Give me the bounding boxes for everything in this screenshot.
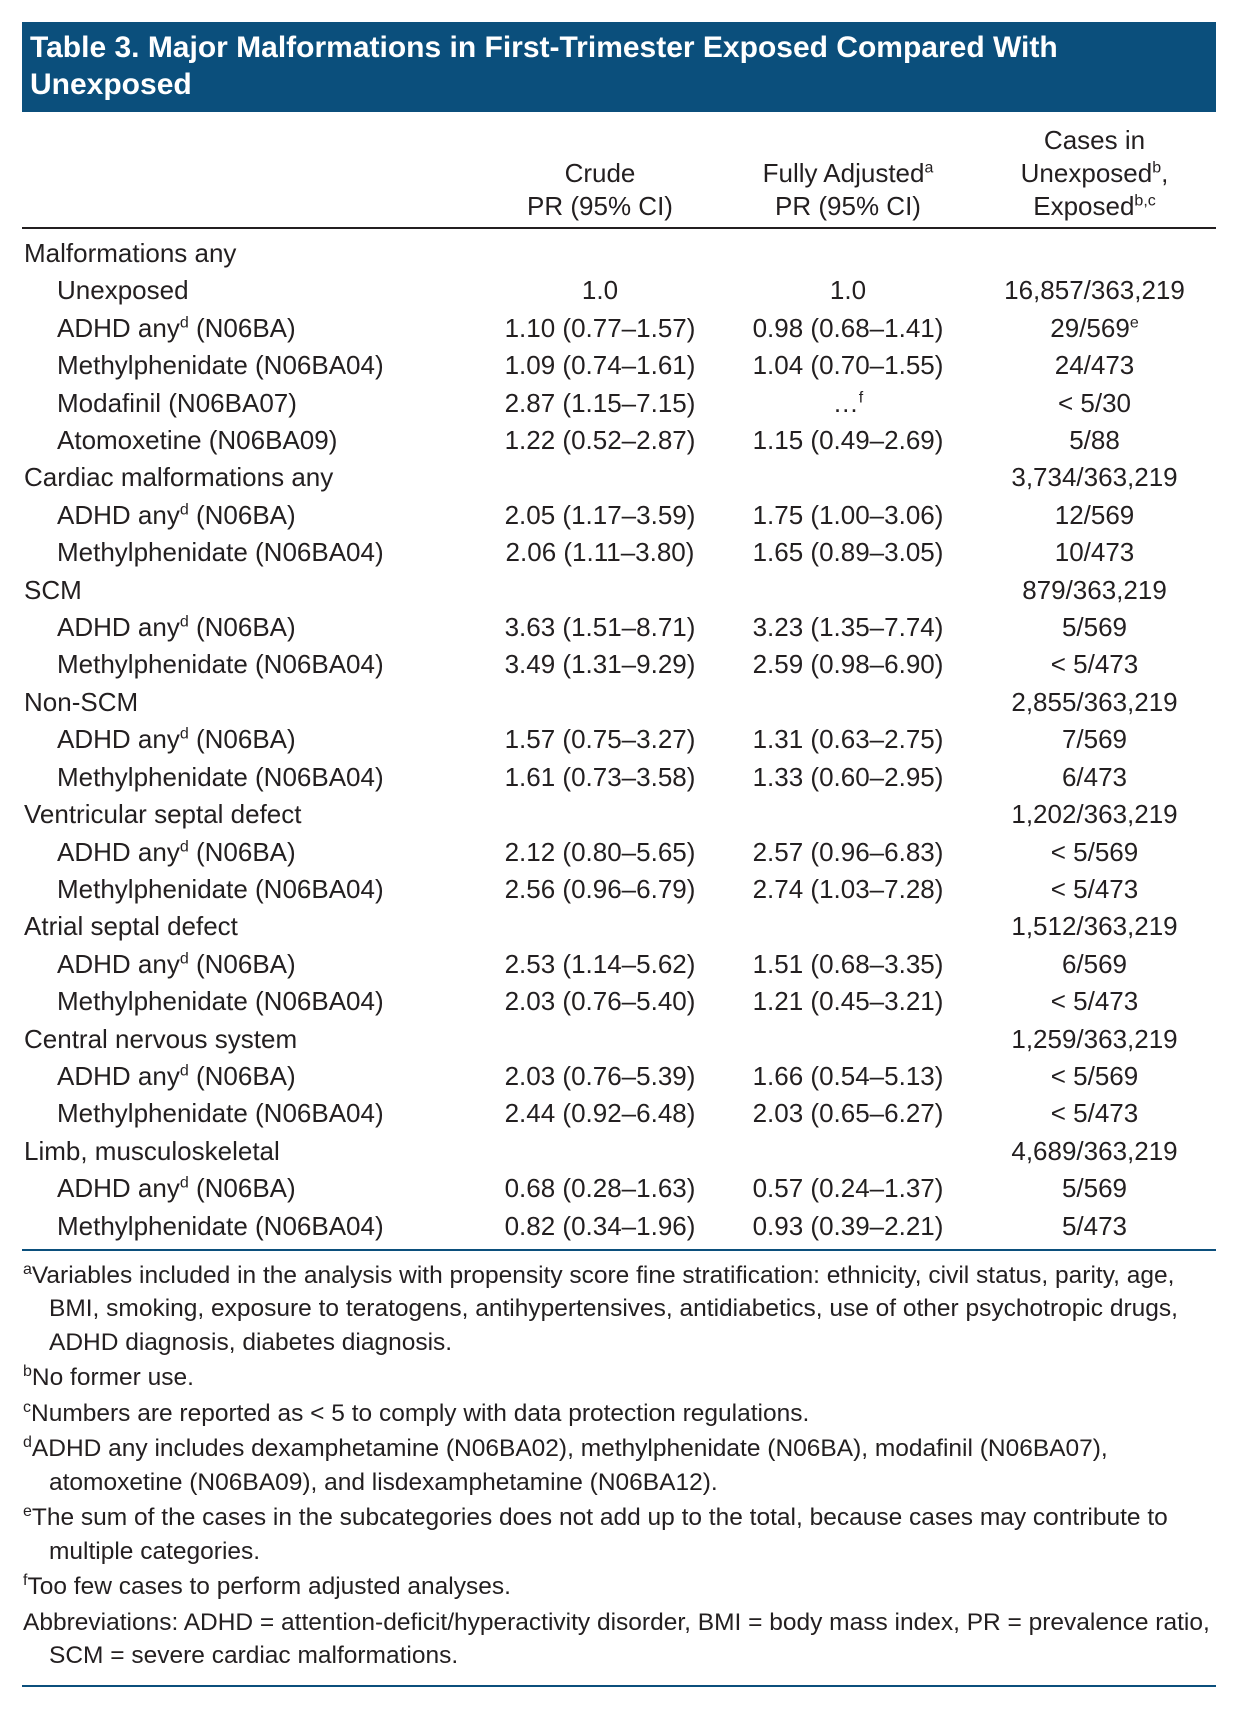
adjusted-pr-cell	[723, 871, 973, 908]
row-label-text: Methylphenidate (N06BA04)	[57, 761, 384, 792]
cases-cell	[973, 347, 1216, 384]
adjusted-pr-cell	[723, 422, 973, 459]
cases-cell	[973, 983, 1216, 1020]
cases-cell	[973, 534, 1216, 571]
table-row	[22, 871, 1216, 908]
crude-pr-cell	[477, 310, 723, 347]
cases-cell	[973, 572, 1216, 609]
table-row	[22, 310, 1216, 347]
adjusted-pr-cell	[723, 1058, 973, 1095]
row-label-text: ADHD any	[57, 1173, 180, 1204]
adjusted-pr-value: 2.59 (0.98–6.90)	[752, 649, 944, 680]
adjusted-pr-cell	[723, 1170, 973, 1207]
row-label-sup: d	[179, 950, 189, 968]
table-row	[22, 347, 1216, 384]
row-label	[22, 609, 477, 646]
header-empty-cell	[22, 124, 477, 228]
row-label	[22, 1133, 477, 1170]
cases-sup: e	[1129, 314, 1139, 332]
crude-pr-cell	[477, 834, 723, 871]
cases-value: 10/473	[1054, 537, 1135, 568]
crude-pr-cell	[477, 459, 723, 496]
crude-pr-value: 1.09 (0.74–1.61)	[504, 350, 696, 381]
row-label	[22, 759, 477, 796]
crude-pr-cell	[477, 1058, 723, 1095]
category-row	[22, 908, 1216, 945]
row-label	[22, 572, 477, 609]
crude-pr-value: 2.56 (0.96–6.79)	[504, 873, 696, 904]
header-cases	[973, 124, 1216, 228]
adjusted-pr-cell	[723, 1133, 973, 1170]
footnote-mark: e	[23, 1503, 32, 1521]
cases-value: 879/363,219	[1022, 574, 1167, 605]
adjusted-pr-cell	[723, 796, 973, 833]
header-fully-adjusted	[723, 124, 973, 228]
row-label-text: Atomoxetine (N06BA09)	[57, 425, 338, 456]
header-crude	[477, 124, 723, 228]
adjusted-pr-cell	[723, 572, 973, 609]
row-label	[22, 385, 477, 422]
row-label-text: ADHD any	[57, 724, 180, 755]
table-row	[22, 272, 1216, 309]
category-row	[22, 1133, 1216, 1170]
row-label-tail: (N06BA)	[188, 948, 296, 979]
row-label	[22, 534, 477, 571]
header-crude-line-2: PR (95% CI)	[527, 191, 673, 221]
cases-value: 2,855/363,219	[1011, 686, 1178, 717]
adjusted-pr-value: 1.0	[829, 275, 867, 306]
adjusted-pr-cell	[723, 347, 973, 384]
crude-pr-cell	[477, 908, 723, 945]
crude-pr-cell	[477, 422, 723, 459]
header-cases-line-2-sup: b	[1152, 159, 1162, 177]
cases-cell	[973, 1208, 1216, 1250]
adjusted-pr-cell	[723, 983, 973, 1020]
adjusted-pr-cell	[723, 721, 973, 758]
crude-pr-cell	[477, 1170, 723, 1207]
cases-value: 5/473	[1061, 1210, 1128, 1241]
row-label-text: ADHD any	[57, 836, 180, 867]
adjusted-pr-cell	[723, 497, 973, 534]
footnote-mark: c	[23, 1398, 31, 1416]
crude-pr-value: 1.10 (0.77–1.57)	[504, 312, 696, 343]
crude-pr-value: 2.87 (1.15–7.15)	[504, 387, 696, 418]
row-label	[22, 871, 477, 908]
table-row	[22, 946, 1216, 983]
table-row	[22, 646, 1216, 683]
cases-cell	[973, 310, 1216, 347]
table-body	[22, 228, 1216, 1250]
crude-pr-value: 3.63 (1.51–8.71)	[504, 612, 696, 643]
adjusted-pr-cell	[723, 834, 973, 871]
adjusted-pr-value: 1.15 (0.49–2.69)	[752, 425, 944, 456]
row-label-tail: (N06BA)	[188, 1060, 296, 1091]
crude-pr-value: 2.53 (1.14–5.62)	[504, 948, 696, 979]
row-label	[22, 422, 477, 459]
row-label	[22, 459, 477, 496]
row-label-tail: (N06BA)	[188, 1173, 296, 1204]
cases-cell	[973, 721, 1216, 758]
adjusted-pr-cell	[723, 946, 973, 983]
footnote-text: ADHD any includes dexamphetamine (N06BA02), methylphenidate (N06BA), modafinil (N06BA07), atomoxetine (N06BA09), and lisdexamphetamine (N06BA12).	[31, 1435, 1108, 1496]
crude-pr-value: 2.06 (1.11–3.80)	[505, 537, 695, 568]
crude-pr-cell	[477, 871, 723, 908]
adjusted-pr-value: 0.57 (0.24–1.37)	[752, 1173, 944, 1204]
crude-pr-cell	[477, 385, 723, 422]
cases-value: < 5/569	[1050, 1060, 1139, 1091]
row-label	[22, 721, 477, 758]
footnote-mark: f	[23, 1572, 28, 1590]
adjusted-pr-value: 2.57 (0.96–6.83)	[752, 836, 944, 867]
row-label	[22, 228, 477, 272]
crude-pr-value: 0.68 (0.28–1.63)	[504, 1173, 696, 1204]
adjusted-pr-value: 1.65 (0.89–3.05)	[752, 537, 944, 568]
cases-cell	[973, 1170, 1216, 1207]
table-title	[22, 22, 1216, 112]
cases-cell	[973, 1058, 1216, 1095]
row-label-sup: d	[179, 837, 189, 855]
footnote-mark: d	[23, 1434, 32, 1452]
footnote-text: Too few cases to perform adjusted analyses.	[27, 1573, 511, 1601]
table-row	[22, 759, 1216, 796]
table-row	[22, 983, 1216, 1020]
cases-cell	[973, 1021, 1216, 1058]
row-label-sup: d	[179, 1062, 189, 1080]
row-label-text: Modafinil (N06BA07)	[57, 387, 297, 418]
cases-cell	[973, 228, 1216, 272]
row-label-text: Non-SCM	[24, 686, 139, 717]
row-label-sup: d	[179, 613, 189, 631]
crude-pr-cell	[477, 1208, 723, 1250]
table-title-line-2: Unexposed	[30, 68, 192, 101]
table-row	[22, 1095, 1216, 1132]
row-label-text: ADHD any	[57, 948, 180, 979]
cases-value: 12/569	[1054, 499, 1135, 530]
adjusted-pr-cell	[723, 759, 973, 796]
cases-cell	[973, 759, 1216, 796]
cases-value: 1,512/363,219	[1011, 911, 1178, 942]
cases-cell	[973, 796, 1216, 833]
table-row	[22, 1208, 1216, 1250]
crude-pr-value: 1.57 (0.75–3.27)	[504, 724, 696, 755]
cases-value: 29/569	[1050, 312, 1130, 343]
row-label-text: Cardiac malformations any	[24, 462, 334, 493]
category-row	[22, 459, 1216, 496]
adjusted-pr-value: 1.66 (0.54–5.13)	[752, 1060, 944, 1091]
cases-value: 1,202/363,219	[1011, 799, 1178, 830]
crude-pr-value: 2.44 (0.92–6.48)	[504, 1098, 696, 1129]
row-label	[22, 1095, 477, 1132]
cases-value: 4,689/363,219	[1011, 1135, 1178, 1166]
adjusted-pr-cell	[723, 609, 973, 646]
adjusted-pr-cell	[723, 385, 973, 422]
footnote	[22, 1259, 1216, 1360]
adjusted-pr-cell	[723, 684, 973, 721]
adjusted-pr-cell	[723, 310, 973, 347]
adjusted-pr-cell	[723, 1208, 973, 1250]
header-adjusted-line-1: Fully Adjusted	[762, 158, 925, 188]
cases-value: < 5/473	[1050, 873, 1139, 904]
crude-pr-cell	[477, 228, 723, 272]
row-label	[22, 646, 477, 683]
crude-pr-cell	[477, 272, 723, 309]
cases-value: 16,857/363,219	[1004, 275, 1185, 306]
cases-cell	[973, 1133, 1216, 1170]
footnote	[22, 1432, 1216, 1499]
cases-value: 5/569	[1061, 612, 1128, 643]
header-adjusted-line-2: PR (95% CI)	[775, 191, 921, 221]
adjusted-pr-value: 1.21 (0.45–3.21)	[752, 986, 944, 1017]
row-label-text: Atrial septal defect	[24, 911, 238, 942]
table-row	[22, 534, 1216, 571]
crude-pr-cell	[477, 946, 723, 983]
footnote	[22, 1397, 1216, 1431]
row-label-text: Methylphenidate (N06BA04)	[57, 1098, 384, 1129]
adjusted-pr-cell	[723, 272, 973, 309]
header-crude-line-1: Crude	[564, 158, 636, 188]
adjusted-pr-value: 3.23 (1.35–7.74)	[752, 612, 944, 643]
row-label-text: SCM	[24, 574, 82, 605]
table-container	[22, 22, 1216, 1687]
row-label-tail: (N06BA)	[188, 499, 296, 530]
row-label-text: ADHD any	[57, 612, 180, 643]
category-row	[22, 1021, 1216, 1058]
cases-cell	[973, 385, 1216, 422]
table-title-line-1: Table 3. Major Malformations in First-Trimester Exposed Compared With	[30, 31, 1058, 64]
footnote-text: No former use.	[31, 1364, 194, 1392]
row-label	[22, 1208, 477, 1250]
category-row	[22, 228, 1216, 272]
header-cases-line-1: Cases in	[1043, 125, 1146, 155]
row-label-text: Methylphenidate (N06BA04)	[57, 873, 384, 904]
cases-cell	[973, 272, 1216, 309]
adjusted-pr-value: 0.98 (0.68–1.41)	[752, 312, 944, 343]
cases-value: < 5/473	[1050, 1098, 1139, 1129]
row-label	[22, 310, 477, 347]
footnote-text: Numbers are reported as < 5 to comply with data protection regulations.	[31, 1399, 810, 1427]
crude-pr-cell	[477, 1133, 723, 1170]
header-cases-line-2: Unexposed	[1020, 158, 1153, 188]
crude-pr-cell	[477, 1095, 723, 1132]
table-row	[22, 385, 1216, 422]
crude-pr-cell	[477, 347, 723, 384]
cases-cell	[973, 1095, 1216, 1132]
row-label	[22, 1170, 477, 1207]
crude-pr-cell	[477, 759, 723, 796]
crude-pr-cell	[477, 497, 723, 534]
crude-pr-cell	[477, 1021, 723, 1058]
header-cases-line-3-sup: b,c	[1134, 192, 1156, 210]
crude-pr-value: 0.82 (0.34–1.96)	[504, 1210, 696, 1241]
row-label	[22, 272, 477, 309]
crude-pr-value: 2.03 (0.76–5.40)	[504, 986, 696, 1017]
row-label-text: ADHD any	[57, 312, 180, 343]
footnote-mark: a	[23, 1260, 32, 1278]
cases-value: 6/569	[1061, 948, 1128, 979]
category-row	[22, 684, 1216, 721]
table-row	[22, 422, 1216, 459]
row-label-tail: (N06BA)	[188, 836, 296, 867]
crude-pr-cell	[477, 721, 723, 758]
malformations-table	[22, 124, 1216, 1251]
cases-cell	[973, 908, 1216, 945]
adjusted-pr-cell	[723, 228, 973, 272]
adjusted-pr-cell	[723, 1095, 973, 1132]
row-label-text: Methylphenidate (N06BA04)	[57, 350, 384, 381]
cases-cell	[973, 459, 1216, 496]
cases-cell	[973, 871, 1216, 908]
cases-value: < 5/473	[1050, 649, 1139, 680]
cases-value: 5/88	[1069, 425, 1120, 456]
footnote-text: The sum of the cases in the subcategories does not add up to the total, because cases may contribute to multiple categories.	[31, 1504, 1168, 1565]
crude-pr-value: 2.03 (0.76–5.39)	[504, 1060, 696, 1091]
row-label-tail: (N06BA)	[188, 312, 296, 343]
row-label	[22, 347, 477, 384]
crude-pr-cell	[477, 609, 723, 646]
adjusted-pr-cell	[723, 459, 973, 496]
header-cases-line-3: Exposed	[1033, 191, 1135, 221]
row-label-tail: (N06BA)	[188, 724, 296, 755]
abbreviations-note: Abbreviations: ADHD = attention-deficit/hyperactivity disorder, BMI = body mass index, PR = prevalence ratio, SCM = severe cardiac malformations.	[23, 1608, 1210, 1670]
crude-pr-value: 1.22 (0.52–2.87)	[504, 425, 696, 456]
crude-pr-cell	[477, 572, 723, 609]
header-cases-line-2-comma: ,	[1161, 158, 1169, 188]
row-label-text: Methylphenidate (N06BA04)	[57, 1210, 384, 1241]
adjusted-pr-value: 0.93 (0.39–2.21)	[752, 1210, 944, 1241]
cases-value: < 5/30	[1057, 387, 1131, 418]
row-label-text: ADHD any	[57, 1060, 180, 1091]
adjusted-pr-cell	[723, 908, 973, 945]
table-row	[22, 834, 1216, 871]
row-label-text: Ventricular septal defect	[24, 799, 302, 830]
row-label	[22, 796, 477, 833]
cases-cell	[973, 609, 1216, 646]
cases-cell	[973, 946, 1216, 983]
cases-cell	[973, 422, 1216, 459]
row-label	[22, 834, 477, 871]
adjusted-pr-value: 1.75 (1.00–3.06)	[752, 499, 944, 530]
cases-cell	[973, 834, 1216, 871]
cases-value: < 5/473	[1050, 986, 1139, 1017]
cases-cell	[973, 497, 1216, 534]
row-label-text: Limb, musculoskeletal	[24, 1135, 280, 1166]
row-label-text: Methylphenidate (N06BA04)	[57, 986, 384, 1017]
category-row	[22, 796, 1216, 833]
cases-value: 7/569	[1061, 724, 1128, 755]
cases-value: 24/473	[1054, 350, 1135, 381]
row-label	[22, 684, 477, 721]
header-adjusted-sup: a	[924, 159, 934, 177]
adjusted-pr-value: 1.04 (0.70–1.55)	[752, 350, 944, 381]
row-label-sup: d	[179, 501, 189, 519]
table-row	[22, 609, 1216, 646]
row-label-text: Central nervous system	[24, 1023, 298, 1054]
footnote	[22, 1501, 1216, 1568]
footnote	[22, 1570, 1216, 1604]
adjusted-pr-value: 2.74 (1.03–7.28)	[752, 873, 944, 904]
crude-pr-value: 2.12 (0.80–5.65)	[504, 836, 696, 867]
row-label-text: Methylphenidate (N06BA04)	[57, 537, 384, 568]
cases-cell	[973, 684, 1216, 721]
cases-value: 3,734/363,219	[1011, 462, 1178, 493]
table-row	[22, 1170, 1216, 1207]
cases-value: < 5/569	[1050, 836, 1139, 867]
footnotes	[22, 1259, 1216, 1687]
crude-pr-cell	[477, 646, 723, 683]
crude-pr-cell	[477, 684, 723, 721]
table-row	[22, 721, 1216, 758]
row-label-text: ADHD any	[57, 499, 180, 530]
crude-pr-value: 3.49 (1.31–9.29)	[504, 649, 696, 680]
adjusted-pr-value: …	[832, 387, 859, 418]
row-label-sup: d	[179, 725, 189, 743]
cases-cell	[973, 646, 1216, 683]
footnote-mark: b	[23, 1363, 32, 1381]
crude-pr-value: 1.0	[581, 275, 619, 306]
row-label-sup: d	[179, 314, 189, 332]
adjusted-pr-value: 1.31 (0.63–2.75)	[752, 724, 944, 755]
cases-value: 1,259/363,219	[1011, 1023, 1178, 1054]
adjusted-pr-value: 2.03 (0.65–6.27)	[752, 1098, 944, 1129]
crude-pr-cell	[477, 534, 723, 571]
row-label	[22, 908, 477, 945]
crude-pr-value: 1.61 (0.73–3.58)	[504, 761, 696, 792]
footnote-text: Variables included in the analysis with propensity score fine stratification: ethnicity, civil status, parity, age, BMI, smoking, exposure to teratogens, antihypertensives, antidiabetics, use of other psychotropic drugs, ADHD diagnosis, diabetes diagnosis.	[31, 1261, 1178, 1356]
row-label	[22, 983, 477, 1020]
crude-pr-cell	[477, 983, 723, 1020]
adjusted-pr-value: 1.33 (0.60–2.95)	[752, 761, 944, 792]
row-label-sup: d	[179, 1174, 189, 1192]
crude-pr-value: 2.05 (1.17–3.59)	[504, 499, 696, 530]
adjusted-pr-cell	[723, 534, 973, 571]
table-row	[22, 497, 1216, 534]
row-label	[22, 1058, 477, 1095]
row-label	[22, 946, 477, 983]
footnote	[22, 1361, 1216, 1395]
row-label-text: Unexposed	[57, 275, 189, 306]
category-row	[22, 572, 1216, 609]
row-label	[22, 497, 477, 534]
header-row	[22, 124, 1216, 228]
cases-value: 6/473	[1061, 761, 1128, 792]
crude-pr-cell	[477, 796, 723, 833]
adjusted-pr-sup: f	[858, 388, 864, 406]
table-row	[22, 1058, 1216, 1095]
row-label-tail: (N06BA)	[188, 612, 296, 643]
adjusted-pr-value: 1.51 (0.68–3.35)	[752, 948, 944, 979]
row-label-text: Methylphenidate (N06BA04)	[57, 649, 384, 680]
adjusted-pr-cell	[723, 646, 973, 683]
row-label	[22, 1021, 477, 1058]
row-label-text: Malformations any	[24, 238, 237, 268]
cases-value: 5/569	[1061, 1173, 1128, 1204]
adjusted-pr-cell	[723, 1021, 973, 1058]
